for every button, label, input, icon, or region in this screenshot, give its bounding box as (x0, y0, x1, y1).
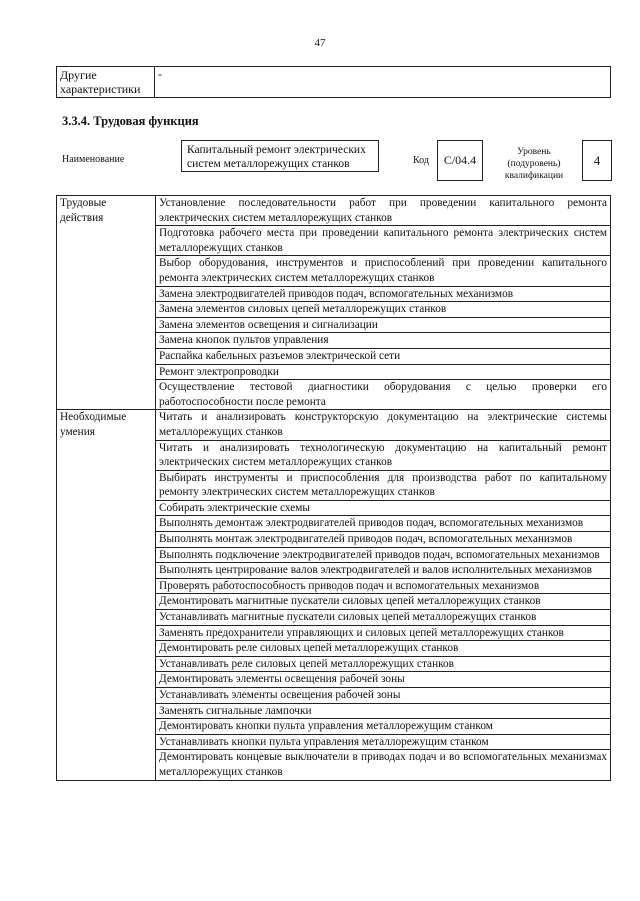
table-row (57, 67, 611, 98)
list-item: Читать и анализировать технологическую документацию на капитальный ремонт электрических систем металлорежущих станков (156, 440, 611, 470)
other-characteristics-value: - (155, 67, 611, 98)
list-item: Замена электродвигателей приводов подач, вспомогательных механизмов (156, 286, 611, 302)
list-item: Устанавливать реле силовых цепей металлорежущих станков (156, 656, 611, 672)
other-characteristics-table (56, 66, 611, 98)
section-label: Трудовые действия (57, 196, 156, 410)
level-box: 4 (582, 140, 612, 181)
list-item: Устанавливать элементы освещения рабочей зоны (156, 688, 611, 704)
level-label: Уровень (подуровень) квалификации (504, 147, 564, 181)
section-label: Необходимые умения (57, 410, 156, 780)
table-row (57, 410, 611, 440)
labor-function-table (56, 195, 611, 781)
list-item: Демонтировать концевые выключатели в приводах подач и во вспомогательных механизмах металлорежущих станков (156, 750, 611, 780)
list-item: Устанавливать магнитные пускатели силовых цепей металлорежущих станков (156, 610, 611, 626)
list-item: Замена элементов силовых цепей металлорежущих станков (156, 302, 611, 318)
list-item: Замена кнопок пультов управления (156, 333, 611, 349)
list-item: Выполнять монтаж электродвигателей приводов подач, вспомогательных механизмов (156, 532, 611, 548)
table-row (57, 196, 611, 226)
code-label: Код (413, 155, 429, 166)
list-item: Заменять сигнальные лампочки (156, 703, 611, 719)
list-item: Демонтировать реле силовых цепей металлорежущих станков (156, 641, 611, 657)
list-item: Выбор оборудования, инструментов и приспособлений при проведении капитального ремонта электрических систем металлорежущих станков (156, 256, 611, 286)
list-item: Читать и анализировать конструкторскую документацию на электрические системы металлорежущих станков (156, 410, 611, 440)
list-item: Собирать электрические схемы (156, 500, 611, 516)
list-item: Ремонт электропроводки (156, 364, 611, 380)
list-item: Проверять работоспособность приводов подач и вспомогательных механизмов (156, 578, 611, 594)
list-item: Выбирать инструменты и приспособления для производства работ по капитальному ремонту электрических систем металлорежущих станков (156, 470, 611, 500)
name-label: Наименование (62, 154, 125, 165)
list-item: Демонтировать кнопки пульта управления металлорежущим станком (156, 719, 611, 735)
list-item: Осуществление тестовой диагностики оборудования с целью проверки его работоспособности после ремонта (156, 380, 611, 410)
list-item: Устанавливать кнопки пульта управления металлорежущим станком (156, 734, 611, 750)
code-box: C/04.4 (437, 140, 483, 181)
list-item: Распайка кабельных разъемов электрической сети (156, 348, 611, 364)
list-item: Демонтировать элементы освещения рабочей зоны (156, 672, 611, 688)
list-item: Подготовка рабочего места при проведении капитального ремонта электрических систем металлорежущих станков (156, 226, 611, 256)
list-item: Выполнять демонтаж электродвигателей приводов подач, вспомогательных механизмов (156, 516, 611, 532)
labor-function-table-body (57, 196, 611, 781)
list-item: Выполнять подключение электродвигателей приводов подач, вспомогательных механизмов (156, 547, 611, 563)
list-item: Выполнять центрирование валов электродвигателей и валов исполнительных механизмов (156, 563, 611, 579)
other-characteristics-label: Другие характеристики (57, 67, 155, 98)
list-item: Демонтировать магнитные пускатели силовых цепей металлорежущих станков (156, 594, 611, 610)
list-item: Установление последовательности работ при проведении капитального ремонта электрических систем металлорежущих станков (156, 196, 611, 226)
list-item: Замена элементов освещения и сигнализации (156, 317, 611, 333)
list-item: Заменять предохранители управляющих и силовых цепей металлорежущих станков (156, 625, 611, 641)
page-number: 47 (314, 37, 326, 49)
function-name-box: Капитальный ремонт электрических систем металлорежущих станков (181, 140, 379, 172)
section-heading: 3.3.4. Трудовая функция (62, 114, 199, 128)
